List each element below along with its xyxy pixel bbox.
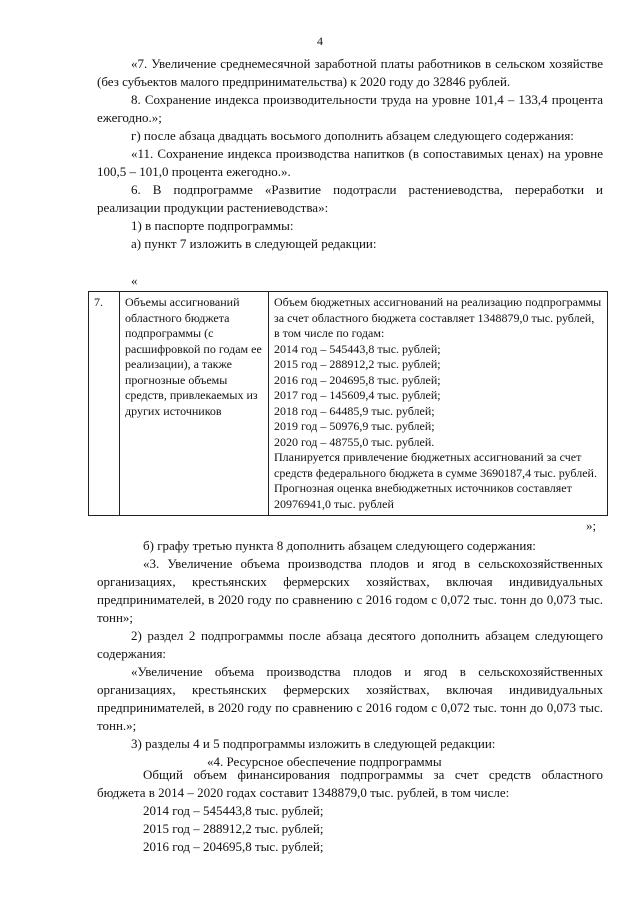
table-cell-content (269, 292, 608, 516)
quote-close: »; (586, 518, 597, 533)
content-line: 2018 год – 64485,9 тыс. рублей; (274, 403, 435, 418)
paragraph: 2015 год – 288912,2 тыс. рублей; (143, 821, 324, 836)
quote-open: « (131, 273, 138, 288)
content-line: 2017 год – 145609,4 тыс. рублей; (274, 388, 441, 402)
section-heading: «4. Ресурсное обеспечение подпрограммы (207, 754, 442, 769)
content-line: Объем бюджетных ассигнований на реализацию подпрограммы за счет областного бюджета составляет 1348879,0 тыс. рублей, в том числе по годам: (274, 295, 602, 340)
paragraph: «11. Сохранение индекса производства напитков (в сопоставимых ценах) на уровне 100,5 – 101,0 процента ежегодно.». (97, 146, 603, 179)
paragraph: «Увеличение объема производства плодов и ягод в сельскохозяйственных организациях, крестьянских фермерских хозяйствах, включая индивидуальных предпринимателей, в 2020 году по сравнению с 2016 годом с 0,072 тыс. тонн до 0,073 тыс. тонн.»; (97, 664, 603, 733)
paragraph: 6. В подпрограмме «Развитие подотрасли растениеводства, переработки и реализации продукции растениеводства»: (97, 182, 603, 215)
paragraph: 8. Сохранение индекса производительности труда на уровне 101,4 – 133,4 процента ежегодно.»; (97, 92, 603, 125)
paragraph: 2014 год – 545443,8 тыс. рублей; (143, 803, 324, 818)
paragraph: 2016 год – 204695,8 тыс. рублей; (143, 839, 324, 854)
content-line: Планируется привлечение бюджетных ассигнований за счет средств федерального бюджета в сумме 3690187,4 тыс. рублей. (274, 450, 597, 480)
page-number: 4 (317, 34, 323, 48)
table-row (89, 292, 608, 516)
paragraph: а) пункт 7 изложить в следующей редакции: (131, 236, 377, 251)
section-amendments-top (97, 55, 603, 253)
content-line: 2014 год – 545443,8 тыс. рублей; (274, 341, 441, 356)
paragraph: 2) раздел 2 подпрограммы после абзаца десятого дополнить абзацем следующего содержания: (97, 628, 603, 661)
paragraph: Общий объем финансирования подпрограммы за счет средств областного бюджета в 2014 – 2020 годах составит 1348879,0 тыс. рублей, в том числе: (97, 767, 603, 800)
section-financing (97, 766, 603, 856)
paragraph: 3) разделы 4 и 5 подпрограммы изложить в следующей редакции: (131, 736, 496, 751)
paragraph: 1) в паспорте подпрограммы: (131, 218, 294, 233)
content-line: 2016 год – 204695,8 тыс. рублей; (274, 372, 441, 387)
table-cell-number: 7. (89, 292, 120, 516)
section-amendments-middle (97, 537, 603, 771)
content-line: 2020 год – 48755,0 тыс. рублей. (274, 434, 435, 449)
passport-table (88, 291, 608, 516)
content-line: 2015 год – 288912,2 тыс. рублей; (274, 357, 441, 371)
content-line: 2019 год – 50976,9 тыс. рублей; (274, 419, 435, 433)
paragraph: г) после абзаца двадцать восьмого дополнить абзацем следующего содержания: (131, 128, 574, 143)
paragraph: «7. Увеличение среднемесячной заработной платы работников в сельском хозяйстве (без субъектов малого предпринимательства) к 2020 году до 32846 рублей. (97, 56, 603, 89)
paragraph: «3. Увеличение объема производства плодов и ягод в сельскохозяйственных организациях, крестьянских фермерских хозяйствах, включая индивидуальных предпринимателей, в 2020 году по сравнению с 2016 годом с 0,072 тыс. тонн до 0,073 тыс. тонн»; (97, 556, 603, 625)
content-line: Прогнозная оценка внебюджетных источников составляет 20976941,0 тыс. рублей (274, 481, 572, 511)
table-cell-label: Объемы ассигнований областного бюджета подпрограммы (с расшифровкой по годам ее реализации), а также прогнозные объемы средств, привлекаемых из других источников (120, 292, 269, 516)
paragraph: б) графу третью пункта 8 дополнить абзацем следующего содержания: (143, 538, 536, 553)
